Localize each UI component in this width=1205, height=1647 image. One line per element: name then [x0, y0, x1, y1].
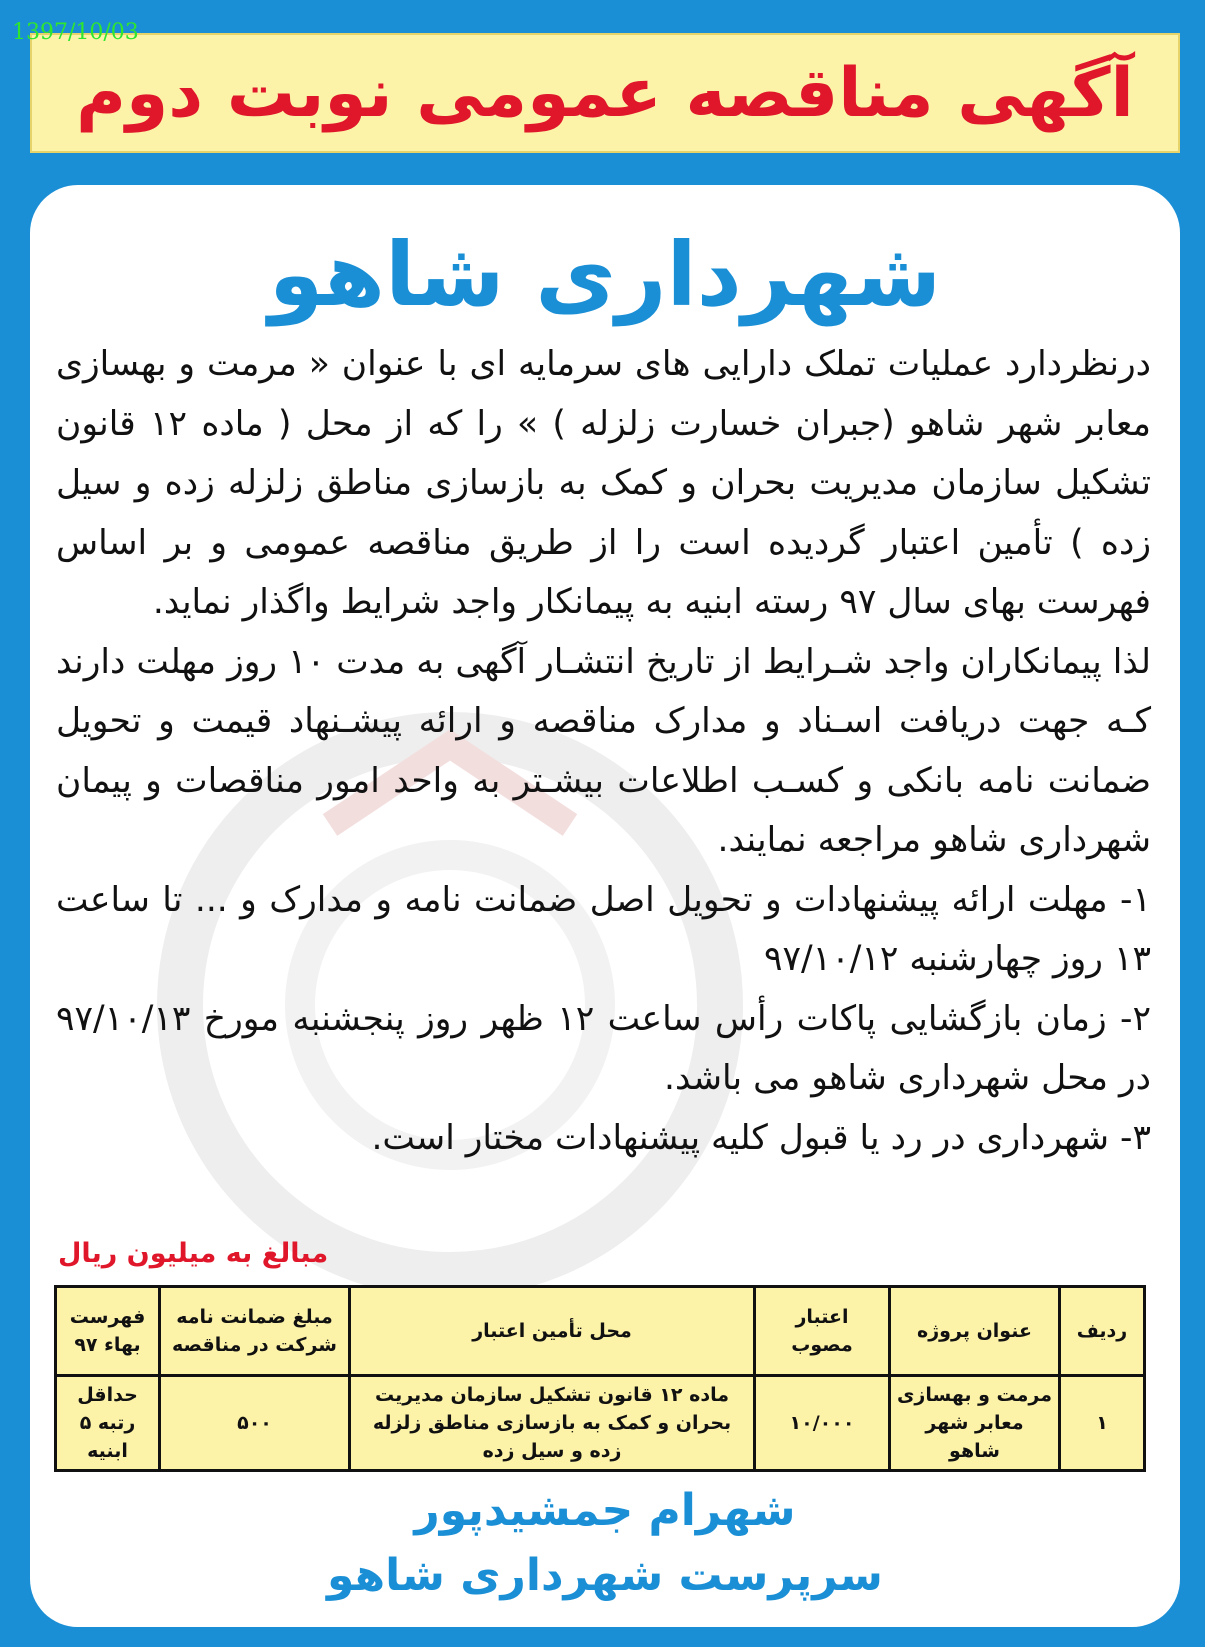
cell-approved-credit: ۱۰/۰۰۰ — [755, 1376, 890, 1471]
condition-item-3: ۳- شهرداری در رد یا قبول کلیه پیشنهادات مختار است. — [371, 1117, 1151, 1158]
table-row — [56, 1376, 1145, 1471]
invitation-paragraph: لذا پیمانکاران واجد شـرایط از تاریخ انتشـار آگهی به مدت ۱۰ روز مهلت دارند کـه جهت دریافت اسـناد و مدارک مناقصه و ارائه پیشـنهاد قیمت و تحویل ضمانت نامه بانکی و کسـب اطلاعات بیشـتر به واحد امور مناقصات و پیمان شهرداری شاهو مراجعه نمایند. — [56, 641, 1151, 860]
page-title: آگهی مناقصه عمومی نوبت دوم — [76, 53, 1134, 133]
table-header-row — [56, 1287, 1145, 1376]
cell-price-list: حداقل رتبه ۵ ابنیه — [56, 1376, 160, 1471]
amount-unit-note: مبالغ به میلیون ریال — [58, 1238, 329, 1269]
header-row-number: ردیف — [1060, 1287, 1145, 1376]
header-price-list: فهرست بهاء ۹۷ — [56, 1287, 160, 1376]
header-project-title: عنوان پروژه — [890, 1287, 1060, 1376]
notice-body — [56, 335, 1151, 1168]
notice-panel — [30, 185, 1180, 1627]
cell-project-title: مرمت و بهسازی معابر شهر شاهو — [890, 1376, 1060, 1471]
cell-row-number: ۱ — [1060, 1376, 1145, 1471]
condition-item-1: ۱- مهلت ارائه پیشنهادات و تحویل اصل ضمانت نامه و مدارک و ... تا ساعت ۱۳ روز چهارشنبه ۹۷/۱۰/۱۲ — [56, 879, 1151, 979]
date-stamp: 1397/10/03 — [12, 20, 139, 45]
tender-table — [54, 1285, 1146, 1472]
condition-item-2: ۲- زمان بازگشایی پاکات رأس ساعت ۱۲ ظهر روز پنجشنبه مورخ ۹۷/۱۰/۱۳ در محل شهرداری شاهو می باشد. — [56, 998, 1151, 1098]
cell-guarantee-amount: ۵۰۰ — [160, 1376, 350, 1471]
header-guarantee-amount: مبلغ ضمانت نامه شرکت در مناقصه — [160, 1287, 350, 1376]
header-funding-source: محل تأمین اعتبار — [350, 1287, 755, 1376]
signer-name: شهرام جمشیدپور — [414, 1485, 796, 1536]
organization-name: شهرداری شاهو — [268, 223, 942, 326]
cell-funding-source: ماده ۱۲ قانون تشکیل سازمان مدیریت بحران و کمک به بازسازی مناطق زلزله زده و سیل زده — [350, 1376, 755, 1471]
header-approved-credit: اعتبار مصوب — [755, 1287, 890, 1376]
signer-title: سرپرست شهرداری شاهو — [327, 1550, 883, 1601]
intro-paragraph: درنظردارد عملیات تملک دارایی های سرمایه ای با عنوان « مرمت و بهسازی معابر شهر شاهو (جبران خسارت زلزله ) » را که از محل ( ماده ۱۲ قانون تشکیل سازمان مدیریت بحران و کمک به بازسازی مناطق زلزله زده و سیل زده ) تأمین اعتبار گردیده است را از طریق مناقصه عمومی و بر اساس فهرست بهای سال ۹۷ رسته ابنیه به پیمانکار واجد شرایط واگذار نماید. — [56, 344, 1151, 622]
title-banner — [30, 33, 1180, 153]
